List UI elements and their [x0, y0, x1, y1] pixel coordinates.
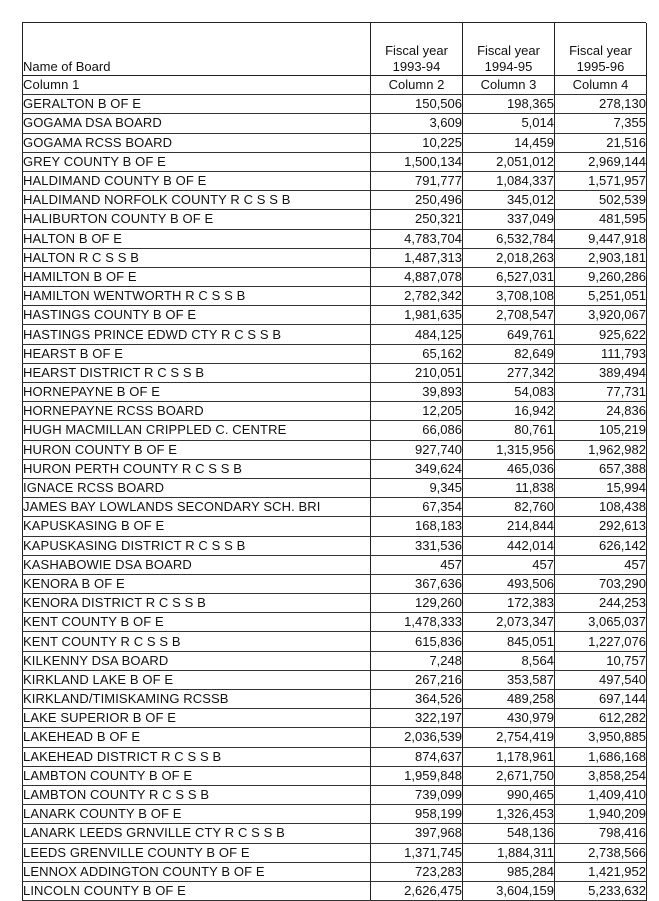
board-name-cell: HORNEPAYNE RCSS BOARD	[23, 402, 371, 421]
fiscal-1994-95-cell: 457	[463, 555, 555, 574]
fiscal-1993-94-cell: 1,500,134	[371, 152, 463, 171]
header-fiscal-1995-96	[555, 23, 647, 76]
fiscal-1994-95-cell: 493,506	[463, 574, 555, 593]
column-1-label: Column 1	[23, 76, 371, 95]
fiscal-1993-94-cell: 349,624	[371, 459, 463, 478]
column-3-label: Column 3	[463, 76, 555, 95]
fiscal-1993-94-cell: 66,086	[371, 421, 463, 440]
board-name-cell: LAMBTON COUNTY B OF E	[23, 766, 371, 785]
board-name-cell: GERALTON B OF E	[23, 95, 371, 114]
fiscal-1995-96-cell: 703,290	[555, 574, 647, 593]
header-col3-line1: Fiscal year	[477, 43, 540, 58]
fiscal-1994-95-cell: 172,383	[463, 594, 555, 613]
header-col4-line2: 1995-96	[576, 59, 625, 74]
fiscal-1993-94-cell: 367,636	[371, 574, 463, 593]
fiscal-1995-96-cell: 3,858,254	[555, 766, 647, 785]
fiscal-1994-95-cell: 353,587	[463, 670, 555, 689]
fiscal-1994-95-cell: 345,012	[463, 191, 555, 210]
fiscal-1994-95-cell: 465,036	[463, 459, 555, 478]
table-row	[23, 210, 647, 229]
table-body	[23, 76, 647, 901]
fiscal-1994-95-cell: 489,258	[463, 690, 555, 709]
fiscal-1993-94-cell: 484,125	[371, 325, 463, 344]
fiscal-1994-95-cell: 3,604,159	[463, 881, 555, 900]
fiscal-1995-96-cell: 3,065,037	[555, 613, 647, 632]
fiscal-1993-94-cell: 250,496	[371, 191, 463, 210]
board-name-cell: HEARST DISTRICT R C S S B	[23, 363, 371, 382]
table-row	[23, 402, 647, 421]
table-row	[23, 171, 647, 190]
fiscal-1995-96-cell: 1,421,952	[555, 862, 647, 881]
fiscal-1994-95-cell: 16,942	[463, 402, 555, 421]
table-row	[23, 766, 647, 785]
fiscal-1995-96-cell: 2,903,181	[555, 248, 647, 267]
fiscal-1994-95-cell: 990,465	[463, 785, 555, 804]
fiscal-1994-95-cell: 337,049	[463, 210, 555, 229]
column-number-row	[23, 76, 647, 95]
fiscal-1993-94-cell: 723,283	[371, 862, 463, 881]
table-row	[23, 690, 647, 709]
table-row	[23, 843, 647, 862]
fiscal-1993-94-cell: 397,968	[371, 824, 463, 843]
fiscal-1995-96-cell: 626,142	[555, 536, 647, 555]
board-name-cell: LAKEHEAD B OF E	[23, 728, 371, 747]
header-col2-line2: 1993-94	[392, 59, 441, 74]
table-row	[23, 152, 647, 171]
table-row	[23, 785, 647, 804]
board-name-cell: KAPUSKASING B OF E	[23, 517, 371, 536]
board-name-cell: LANARK LEEDS GRNVILLE CTY R C S S B	[23, 824, 371, 843]
board-name-cell: HORNEPAYNE B OF E	[23, 383, 371, 402]
fiscal-1993-94-cell: 322,197	[371, 709, 463, 728]
fiscal-1993-94-cell: 3,609	[371, 114, 463, 133]
board-name-cell: HAMILTON WENTWORTH R C S S B	[23, 287, 371, 306]
fiscal-1995-96-cell: 3,920,067	[555, 306, 647, 325]
board-name-cell: KIRKLAND/TIMISKAMING RCSSB	[23, 690, 371, 709]
fiscal-1995-96-cell: 7,355	[555, 114, 647, 133]
table-row	[23, 536, 647, 555]
fiscal-1994-95-cell: 2,671,750	[463, 766, 555, 785]
fiscal-1993-94-cell: 739,099	[371, 785, 463, 804]
fiscal-1993-94-cell: 210,051	[371, 363, 463, 382]
fiscal-1993-94-cell: 250,321	[371, 210, 463, 229]
fiscal-1995-96-cell: 111,793	[555, 344, 647, 363]
fiscal-1995-96-cell: 925,622	[555, 325, 647, 344]
board-name-cell: GREY COUNTY B OF E	[23, 152, 371, 171]
fiscal-1995-96-cell: 292,613	[555, 517, 647, 536]
fiscal-1993-94-cell: 267,216	[371, 670, 463, 689]
fiscal-1994-95-cell: 2,073,347	[463, 613, 555, 632]
table-row	[23, 594, 647, 613]
fiscal-1995-96-cell: 1,962,982	[555, 440, 647, 459]
fiscal-1995-96-cell: 612,282	[555, 709, 647, 728]
fiscal-1994-95-cell: 8,564	[463, 651, 555, 670]
fiscal-1994-95-cell: 548,136	[463, 824, 555, 843]
fiscal-1995-96-cell: 1,409,410	[555, 785, 647, 804]
fiscal-1995-96-cell: 244,253	[555, 594, 647, 613]
table-row	[23, 613, 647, 632]
header-fiscal-1993-94	[371, 23, 463, 76]
table-row	[23, 191, 647, 210]
fiscal-1993-94-cell: 1,371,745	[371, 843, 463, 862]
fiscal-1993-94-cell: 129,260	[371, 594, 463, 613]
fiscal-1995-96-cell: 798,416	[555, 824, 647, 843]
fiscal-1995-96-cell: 278,130	[555, 95, 647, 114]
table-row	[23, 306, 647, 325]
board-name-cell: KENT COUNTY B OF E	[23, 613, 371, 632]
table-row	[23, 709, 647, 728]
board-name-cell: LENNOX ADDINGTON COUNTY B OF E	[23, 862, 371, 881]
table-row	[23, 805, 647, 824]
fiscal-1994-95-cell: 649,761	[463, 325, 555, 344]
fiscal-1994-95-cell: 845,051	[463, 632, 555, 651]
fiscal-1994-95-cell: 80,761	[463, 421, 555, 440]
board-name-cell: LAKEHEAD DISTRICT R C S S B	[23, 747, 371, 766]
fiscal-1995-96-cell: 2,738,566	[555, 843, 647, 862]
table-row	[23, 133, 647, 152]
board-name-cell: JAMES BAY LOWLANDS SECONDARY SCH. BRI	[23, 498, 371, 517]
board-name-cell: KILKENNY DSA BOARD	[23, 651, 371, 670]
fiscal-1994-95-cell: 198,365	[463, 95, 555, 114]
board-name-cell: HALTON B OF E	[23, 229, 371, 248]
fiscal-1993-94-cell: 12,205	[371, 402, 463, 421]
board-name-cell: HURON PERTH COUNTY R C S S B	[23, 459, 371, 478]
board-name-cell: KAPUSKASING DISTRICT R C S S B	[23, 536, 371, 555]
fiscal-1995-96-cell: 5,251,051	[555, 287, 647, 306]
table-row	[23, 267, 647, 286]
fiscal-1994-95-cell: 3,708,108	[463, 287, 555, 306]
fiscal-1993-94-cell: 958,199	[371, 805, 463, 824]
fiscal-1995-96-cell: 3,950,885	[555, 728, 647, 747]
board-name-cell: HALDIMAND NORFOLK COUNTY R C S S B	[23, 191, 371, 210]
fiscal-1995-96-cell: 389,494	[555, 363, 647, 382]
board-name-cell: HASTINGS COUNTY B OF E	[23, 306, 371, 325]
fiscal-1994-95-cell: 14,459	[463, 133, 555, 152]
fiscal-1993-94-cell: 1,981,635	[371, 306, 463, 325]
fiscal-1995-96-cell: 1,940,209	[555, 805, 647, 824]
fiscal-1993-94-cell: 1,487,313	[371, 248, 463, 267]
fiscal-1995-96-cell: 108,438	[555, 498, 647, 517]
fiscal-1995-96-cell: 24,836	[555, 402, 647, 421]
column-4-label: Column 4	[555, 76, 647, 95]
fiscal-1994-95-cell: 442,014	[463, 536, 555, 555]
fiscal-1994-95-cell: 1,084,337	[463, 171, 555, 190]
table-row	[23, 498, 647, 517]
table-row	[23, 517, 647, 536]
table-row	[23, 824, 647, 843]
table-header	[23, 23, 647, 76]
board-name-cell: HAMILTON B OF E	[23, 267, 371, 286]
fiscal-1993-94-cell: 364,526	[371, 690, 463, 709]
fiscal-1994-95-cell: 2,754,419	[463, 728, 555, 747]
board-name-cell: HUGH MACMILLAN CRIPPLED C. CENTRE	[23, 421, 371, 440]
table-row	[23, 229, 647, 248]
fiscal-1994-95-cell: 6,527,031	[463, 267, 555, 286]
table-row	[23, 95, 647, 114]
fiscal-1995-96-cell: 457	[555, 555, 647, 574]
table-row	[23, 459, 647, 478]
fiscal-1994-95-cell: 1,326,453	[463, 805, 555, 824]
table-row	[23, 747, 647, 766]
fiscal-1993-94-cell: 457	[371, 555, 463, 574]
fiscal-1993-94-cell: 331,536	[371, 536, 463, 555]
header-col3-line2: 1994-95	[484, 59, 533, 74]
board-name-cell: IGNACE RCSS BOARD	[23, 478, 371, 497]
board-name-cell: KENORA B OF E	[23, 574, 371, 593]
fiscal-1993-94-cell: 1,478,333	[371, 613, 463, 632]
board-name-cell: HALIBURTON COUNTY B OF E	[23, 210, 371, 229]
fiscal-1994-95-cell: 11,838	[463, 478, 555, 497]
board-name-cell: GOGAMA DSA BOARD	[23, 114, 371, 133]
fiscal-1995-96-cell: 9,447,918	[555, 229, 647, 248]
fiscal-1995-96-cell: 502,539	[555, 191, 647, 210]
fiscal-1995-96-cell: 9,260,286	[555, 267, 647, 286]
board-name-cell: LAMBTON COUNTY R C S S B	[23, 785, 371, 804]
fiscal-1995-96-cell: 497,540	[555, 670, 647, 689]
board-funding-table-sheet	[22, 22, 646, 898]
fiscal-1993-94-cell: 9,345	[371, 478, 463, 497]
fiscal-1995-96-cell: 15,994	[555, 478, 647, 497]
fiscal-1995-96-cell: 105,219	[555, 421, 647, 440]
fiscal-1994-95-cell: 1,884,311	[463, 843, 555, 862]
fiscal-1993-94-cell: 39,893	[371, 383, 463, 402]
fiscal-1993-94-cell: 2,626,475	[371, 881, 463, 900]
fiscal-1995-96-cell: 1,571,957	[555, 171, 647, 190]
fiscal-1993-94-cell: 615,836	[371, 632, 463, 651]
board-name-cell: HURON COUNTY B OF E	[23, 440, 371, 459]
board-name-cell: HALTON R C S S B	[23, 248, 371, 267]
fiscal-1993-94-cell: 65,162	[371, 344, 463, 363]
fiscal-1993-94-cell: 150,506	[371, 95, 463, 114]
table-row	[23, 651, 647, 670]
header-name-of-board: Name of Board	[23, 23, 371, 76]
header-col2-line1: Fiscal year	[385, 43, 448, 58]
fiscal-1995-96-cell: 1,686,168	[555, 747, 647, 766]
fiscal-1995-96-cell: 5,233,632	[555, 881, 647, 900]
fiscal-1993-94-cell: 4,783,704	[371, 229, 463, 248]
fiscal-1993-94-cell: 874,637	[371, 747, 463, 766]
fiscal-1994-95-cell: 54,083	[463, 383, 555, 402]
fiscal-1995-96-cell: 10,757	[555, 651, 647, 670]
table-row	[23, 248, 647, 267]
board-name-cell: KENORA DISTRICT R C S S B	[23, 594, 371, 613]
board-name-cell: LAKE SUPERIOR B OF E	[23, 709, 371, 728]
fiscal-1993-94-cell: 2,036,539	[371, 728, 463, 747]
board-funding-table	[22, 23, 647, 901]
table-row	[23, 862, 647, 881]
fiscal-1994-95-cell: 2,018,263	[463, 248, 555, 267]
fiscal-1993-94-cell: 67,354	[371, 498, 463, 517]
fiscal-1995-96-cell: 481,595	[555, 210, 647, 229]
column-2-label: Column 2	[371, 76, 463, 95]
fiscal-1993-94-cell: 4,887,078	[371, 267, 463, 286]
table-row	[23, 287, 647, 306]
fiscal-1995-96-cell: 77,731	[555, 383, 647, 402]
fiscal-1993-94-cell: 791,777	[371, 171, 463, 190]
table-row	[23, 574, 647, 593]
table-row	[23, 344, 647, 363]
table-row	[23, 440, 647, 459]
board-name-cell: LEEDS GRENVILLE COUNTY B OF E	[23, 843, 371, 862]
fiscal-1995-96-cell: 657,388	[555, 459, 647, 478]
fiscal-1993-94-cell: 927,740	[371, 440, 463, 459]
board-name-cell: KASHABOWIE DSA BOARD	[23, 555, 371, 574]
table-row	[23, 632, 647, 651]
fiscal-1995-96-cell: 1,227,076	[555, 632, 647, 651]
fiscal-1994-95-cell: 2,708,547	[463, 306, 555, 325]
board-name-cell: KENT COUNTY R C S S B	[23, 632, 371, 651]
table-row	[23, 728, 647, 747]
fiscal-1993-94-cell: 168,183	[371, 517, 463, 536]
board-name-cell: LANARK COUNTY B OF E	[23, 805, 371, 824]
table-row	[23, 383, 647, 402]
fiscal-1995-96-cell: 2,969,144	[555, 152, 647, 171]
fiscal-1993-94-cell: 7,248	[371, 651, 463, 670]
table-row	[23, 670, 647, 689]
board-name-cell: HALDIMAND COUNTY B OF E	[23, 171, 371, 190]
fiscal-1993-94-cell: 2,782,342	[371, 287, 463, 306]
fiscal-1994-95-cell: 2,051,012	[463, 152, 555, 171]
board-name-cell: GOGAMA RCSS BOARD	[23, 133, 371, 152]
fiscal-1994-95-cell: 277,342	[463, 363, 555, 382]
fiscal-1994-95-cell: 82,760	[463, 498, 555, 517]
fiscal-1994-95-cell: 1,315,956	[463, 440, 555, 459]
fiscal-1994-95-cell: 430,979	[463, 709, 555, 728]
board-name-cell: LINCOLN COUNTY B OF E	[23, 881, 371, 900]
fiscal-1994-95-cell: 1,178,961	[463, 747, 555, 766]
table-row	[23, 363, 647, 382]
fiscal-1994-95-cell: 5,014	[463, 114, 555, 133]
table-row	[23, 555, 647, 574]
table-row	[23, 881, 647, 900]
fiscal-1994-95-cell: 82,649	[463, 344, 555, 363]
fiscal-1994-95-cell: 214,844	[463, 517, 555, 536]
table-row	[23, 421, 647, 440]
board-name-cell: HASTINGS PRINCE EDWD CTY R C S S B	[23, 325, 371, 344]
fiscal-1993-94-cell: 1,959,848	[371, 766, 463, 785]
board-name-cell: KIRKLAND LAKE B OF E	[23, 670, 371, 689]
fiscal-1994-95-cell: 985,284	[463, 862, 555, 881]
fiscal-1994-95-cell: 6,532,784	[463, 229, 555, 248]
table-row	[23, 114, 647, 133]
fiscal-1995-96-cell: 21,516	[555, 133, 647, 152]
table-row	[23, 325, 647, 344]
header-fiscal-1994-95	[463, 23, 555, 76]
table-row	[23, 478, 647, 497]
fiscal-1993-94-cell: 10,225	[371, 133, 463, 152]
fiscal-1995-96-cell: 697,144	[555, 690, 647, 709]
board-name-cell: HEARST B OF E	[23, 344, 371, 363]
header-col4-line1: Fiscal year	[569, 43, 632, 58]
